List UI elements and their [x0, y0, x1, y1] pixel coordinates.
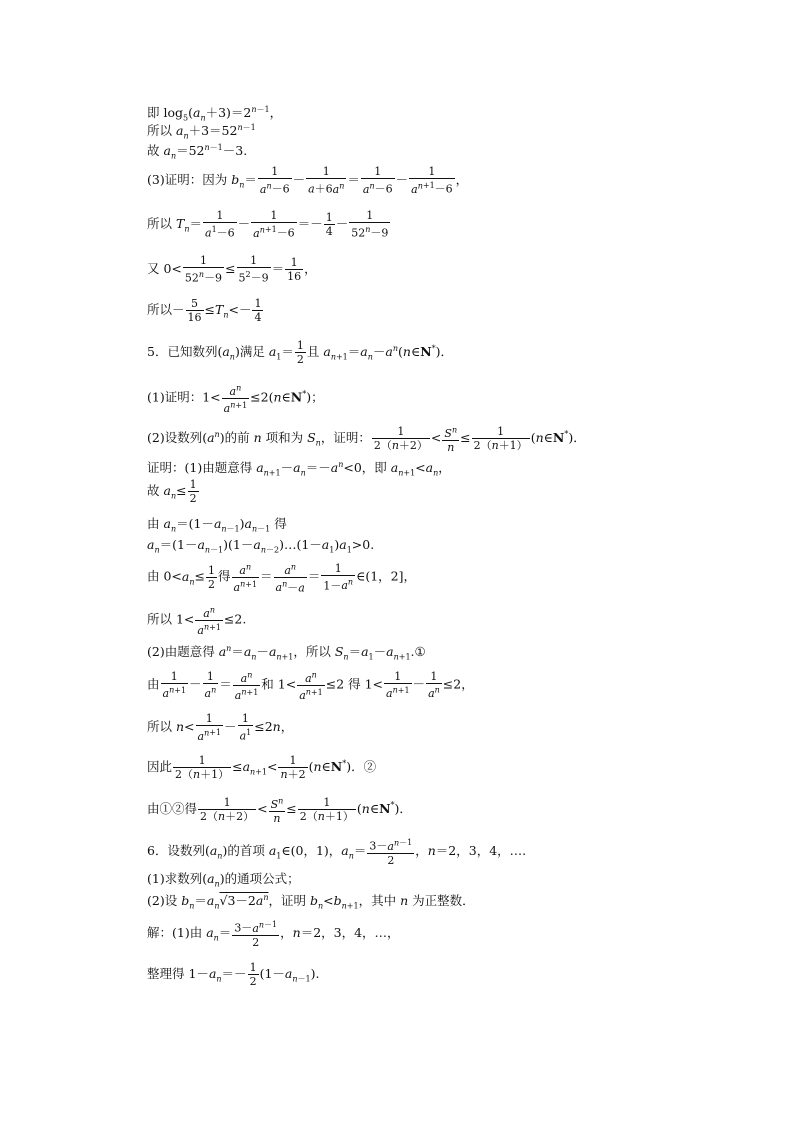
- text-line: (2)设数列$(a^n)$的前 n 项和为 $S_n$，证明： $\frac{1}{2(n+2)}$ < $\frac{S^n}{n}$ ≤ $\frac{1}{2(n+1)}$ (n∈N*)．: [147, 424, 586, 454]
- text-line: 所以 n< $\frac{1}{a^{n+1}}$ － $\frac{1}{a^1}$ ≤2n，: [147, 712, 294, 743]
- text-line: 证明：(1)由题意得 $a_{n+1}-a_n=-a^n<0$，即 $a_{n+1}<a_n$，: [147, 460, 451, 478]
- text-line: (2)设 $b_n=a_n√3-2a^n$，证明 $b_n<b_{n+1}$，其中 n 为正整数．: [147, 893, 475, 911]
- text-line: 由 $0<a_n\le$ $\frac{1}{2}$ 得 $\frac{a^n}{a^{n+1}}$ ＝ $\frac{a^n}{a^n-a}$ ＝ $\frac{1}{1-a^n}$ ∈(1，2]，: [147, 561, 416, 595]
- problem-6-heading: 6．设数列$(a_n)$的首项 $a_1\in(0$，1)，$a_n=$ $\frac{3-a^{n-1}}{2}$ ，n＝2，3，4，….: [147, 838, 527, 867]
- text-line: 即 $\log_5(a_n+3)=2^{n-1}$，: [147, 105, 283, 123]
- text-line: 解：(1)由 $a_n=$ $\frac{3-a^{n-1}}{2}$ ，n＝2，3，4，…，: [147, 920, 400, 949]
- text-line: (1)证明：1< $\frac{a^n}{a^{n+1}}$ ≤2(n∈N*)；: [147, 383, 324, 416]
- problem-5-heading: 5．已知数列$(a_n)$满足 $a_1=$ $\frac{1}{2}$ 且 $a_{n+1}=a_n-a^n(n\in N^*)$．: [147, 339, 454, 366]
- text-line: 因此 $\frac{1}{2(n+1)}$ $\le a_{n+1}<$ $\frac{1}{n+2}$ (n∈N*)．②: [147, 754, 377, 781]
- text-line: 所以 $T_n=$ $\frac{1}{a^1-6}$ － $\frac{1}{a^{n+1}-6}$ ＝－ $\frac{1}{4}$ － $\frac{1}{52^n-9}$: [147, 209, 389, 240]
- text-line: $a_n=(1-a_{n-1})(1-a_{n-2})\dots(1-a_1)a_1>0$.: [147, 537, 375, 555]
- text-line: 整理得 $1-a_n=-$ $\frac{1}{2}$ $(1-a_{n-1})$.: [147, 961, 320, 988]
- text-line: 所以－ $\frac{5}{16}$ $\le T_n<-$ $\frac{1}{4}$: [147, 297, 262, 324]
- text-line: 所以 $a_n+3=52^{n-1}$: [147, 123, 256, 141]
- text-line: 由 $a_n=(1-a_{n-1})a_{n-1}$ 得: [147, 516, 287, 534]
- text-line: 故 $a_n\le$ $\frac{1}{2}$: [147, 478, 197, 505]
- text-line: 由①②得 $\frac{1}{2(n+2)}$ < $\frac{S^n}{n}$ ≤ $\frac{1}{2(n+1)}$ (n∈N*)．: [147, 795, 412, 825]
- text-line: 由 $\frac{1}{a^{n+1}}$ － $\frac{1}{a^n}$ ＝ $\frac{a^n}{a^{n+1}}$ 和 1< $\frac{a^n}{a^{n+1}}$ ≤2 得 1< $\frac{1}{a^{n+1}}$ － $\frac{1}{a^n}$ ≤2，: [147, 669, 474, 703]
- text-line: (1)求数列$(a_n)$的通项公式；: [147, 871, 300, 889]
- text-line: 所以 1< $\frac{a^n}{a^{n+1}}$ ≤2.: [147, 605, 247, 638]
- text-line: (2)由题意得 $a^n=a_n-a_{n+1}$，所以 $S_n=a_1-a_{n+1}.①$: [147, 644, 426, 662]
- text-line: 故 $a_n=52^{n-1}-3$.: [147, 143, 248, 161]
- text-line: 又 0< $\frac{1}{52^n-9}$ ≤ $\frac{1}{5^2-9}$ ＝ $\frac{1}{16}$ ，: [147, 254, 317, 285]
- text-line: (3)证明：因为 $b_n=$ $\frac{1}{a^n-6}$ － $\frac{1}{a+6a^n}$ ＝ $\frac{1}{a^n-6}$ － $\frac{1}{a^{n+1}-6}$ ，: [147, 165, 469, 196]
